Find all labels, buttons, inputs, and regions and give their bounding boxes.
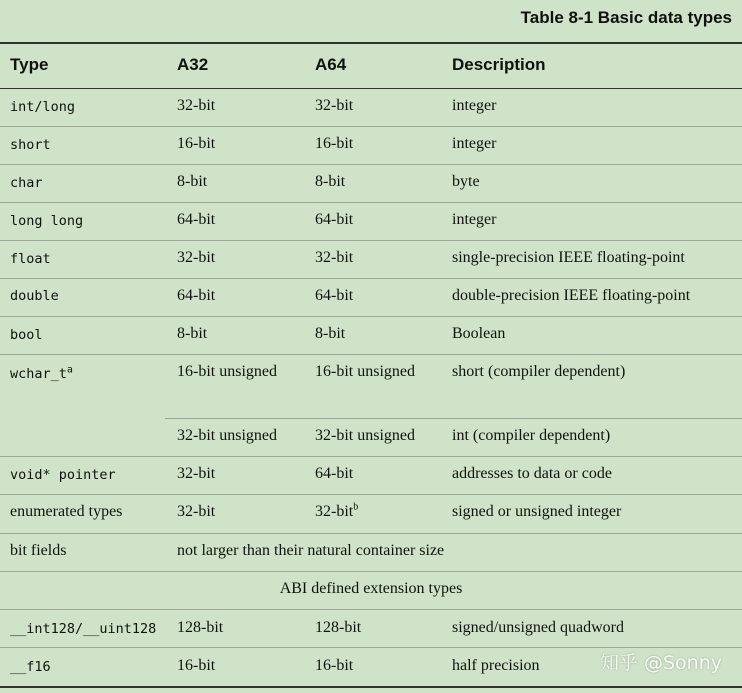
a64-cell: 128-bit [315,619,362,636]
a64-cell: 16-bit [315,657,354,674]
footnote-marker: a [66,364,73,376]
a32-cell: 8-bit [177,325,208,342]
row-divider [0,316,742,317]
description-cell: byte [452,173,480,190]
header-a64: A64 [315,55,347,74]
row-divider [165,418,742,419]
a64-cell: 32-bit unsigned [315,427,415,444]
description-cell: short (compiler dependent) [452,363,626,380]
description-cell: int (compiler dependent) [452,427,611,444]
a32-cell: 16-bit [177,657,216,674]
row-divider [0,240,742,241]
a64-cell: 64-bit [315,211,354,228]
type-cell: __int128/__uint128 [10,621,157,637]
a64-cell: 64-bit [315,465,354,482]
enum-a64-text: 32-bit [315,503,354,520]
header-type: Type [10,55,49,74]
description-cell: single-precision IEEE floating-point [452,249,685,266]
a64-cell: 32-bit [315,97,354,114]
type-cell: bit fields [10,542,67,559]
a64-cell: 16-bit unsigned [315,363,415,380]
row-divider [0,164,742,165]
bottom-rule [0,686,742,688]
a32-cell: 32-bit [177,465,216,482]
a32-cell: 16-bit [177,135,216,152]
top-rule [0,42,742,44]
watermark: 知乎 @Sonny [599,652,722,674]
a32-cell: 128-bit [177,619,224,636]
row-divider [0,126,742,127]
a64-cell [315,503,358,521]
type-cell: bool [10,327,43,343]
footnote-marker: b [353,501,359,513]
abi-section-label: ABI defined extension types [279,580,463,597]
a64-cell: 8-bit [315,325,346,342]
row-divider [0,533,742,534]
row-divider [0,278,742,279]
a32-cell: 16-bit unsigned [177,363,277,380]
wchar-type-text: wchar_t [10,366,67,382]
description-cell: integer [452,97,497,114]
row-divider [0,354,742,355]
description-cell: signed/unsigned quadword [452,619,624,636]
a32-cell: 64-bit [177,211,216,228]
description-cell: double-precision IEEE floating-point [452,287,691,304]
type-cell [10,366,73,382]
description-cell: signed or unsigned integer [452,503,622,520]
type-cell: short [10,137,51,153]
a32-cell: 32-bit [177,503,216,520]
row-divider [0,609,742,610]
type-cell: long long [10,213,84,229]
description-cell: integer [452,135,497,152]
type-cell: char [10,175,43,191]
header-description: Description [452,55,546,74]
row-divider [0,494,742,495]
type-cell: int/long [10,99,76,115]
a32-cell: 8-bit [177,173,208,190]
a64-cell: 8-bit [315,173,346,190]
description-cell: not larger than their natural container size [177,542,445,559]
header-a32: A32 [177,55,209,74]
type-cell: enumerated types [10,503,123,520]
table-caption: Table 8-1 Basic data types [520,8,732,27]
type-cell: double [10,288,59,304]
a32-cell: 64-bit [177,287,216,304]
type-cell: void* pointer [10,467,116,483]
row-divider [0,202,742,203]
a32-cell: 32-bit unsigned [177,427,277,444]
description-cell: integer [452,211,497,228]
a64-cell: 32-bit [315,249,354,266]
description-cell: addresses to data or code [452,465,612,482]
description-cell: half precision [452,657,540,674]
row-divider [0,456,742,457]
a32-cell: 32-bit [177,249,216,266]
header-rule [0,88,742,89]
a32-cell: 32-bit [177,97,216,114]
a64-cell: 16-bit [315,135,354,152]
a64-cell: 64-bit [315,287,354,304]
type-cell: __f16 [10,659,51,675]
description-cell: Boolean [452,325,506,342]
row-divider [0,571,742,572]
type-cell: float [10,251,51,267]
